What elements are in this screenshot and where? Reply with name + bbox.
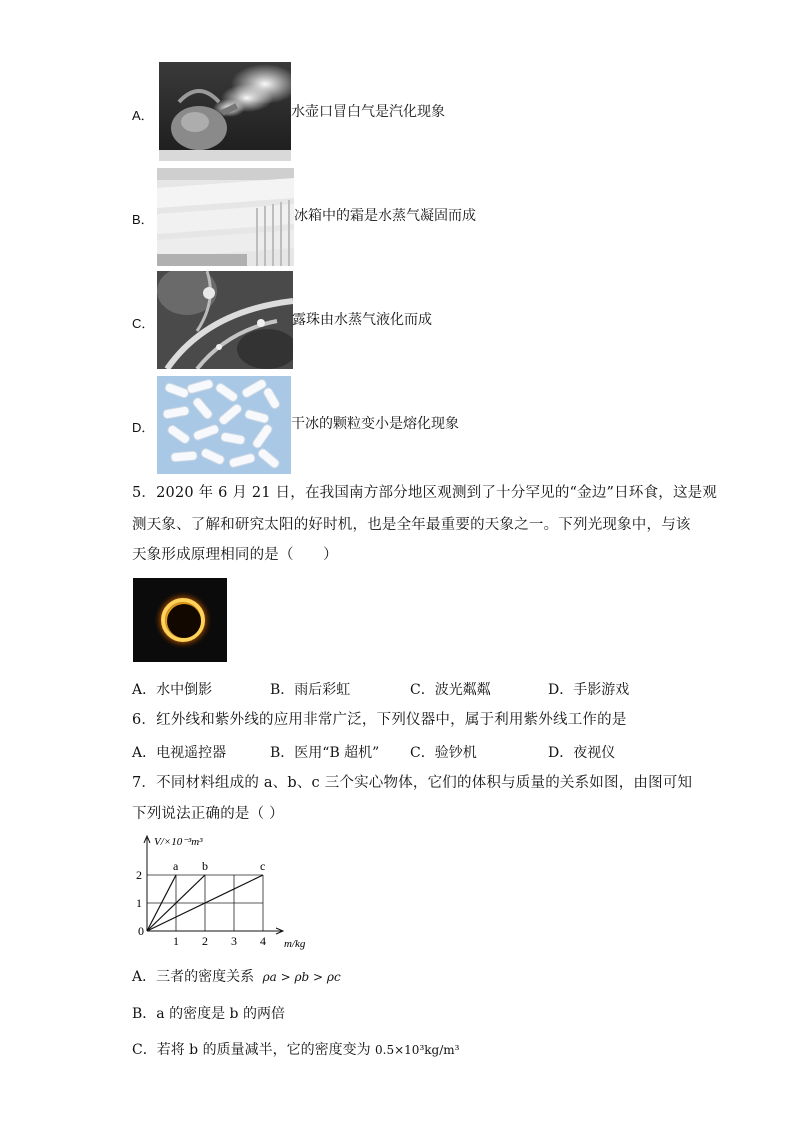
origin-label: 0 <box>138 924 144 938</box>
option-text: 露珠由水蒸气液化而成 <box>292 312 432 328</box>
option-label: B． <box>132 212 154 227</box>
dew-drops-photo <box>157 271 293 369</box>
q5-choice-b[interactable]: B．雨后彩虹 <box>270 682 351 698</box>
freezer-frost-photo <box>157 168 294 266</box>
x-tick-label: 2 <box>202 934 208 948</box>
series-label-a: a <box>173 859 179 873</box>
y-tick-label: 2 <box>136 868 142 882</box>
option-text: 水壶口冒白气是汽化现象 <box>291 104 445 120</box>
series-label-c: c <box>260 859 266 873</box>
q7-stem-line2: 下列说法正确的是（ ） <box>132 806 284 822</box>
q7-stem-line1: 7．不同材料组成的 a、b、c 三个实心物体，它们的体积与质量的关系如图，由图可知 <box>132 775 693 791</box>
q7-choice-c[interactable] <box>132 1039 459 1059</box>
q5-stem-line2: 测天象、了解和研究太阳的好时机，也是全年最重要的天象之一。下列光现象中，与该 <box>132 517 691 533</box>
y-axis-label: V/×10⁻³m³ <box>154 836 203 848</box>
series-label-b: b <box>202 859 208 873</box>
q5-stem-line3: 天象形成原理相同的是（ ） <box>132 547 338 563</box>
q5-stem-line1: 5．2020 年 6 月 21 日，在我国南方部分地区观测到了十分罕见的“金边”日环食，这是观 <box>132 485 718 501</box>
q7-choice-a-formula: ρa > ρb > ρc <box>262 970 341 984</box>
option-label: A． <box>132 108 154 123</box>
q5-choice-a[interactable]: A．水中倒影 <box>132 682 213 698</box>
x-axis-label: m/kg <box>284 938 306 950</box>
x-tick-label: 1 <box>173 934 179 948</box>
option-label: D． <box>132 420 155 435</box>
q5-choice-d[interactable]: D．手影游戏 <box>548 682 630 698</box>
q6-choice-d[interactable]: D．夜视仪 <box>548 745 616 761</box>
option-text: 干冰的颗粒变小是熔化现象 <box>291 416 459 432</box>
q7-choice-c-text: C．若将 b 的质量减半，它的密度变为 <box>132 1042 371 1058</box>
x-tick-label: 4 <box>260 934 266 948</box>
q7-choice-b[interactable]: B．a 的密度是 b 的两倍 <box>132 1006 285 1022</box>
q7-choice-a-text: A．三者的密度关系 <box>132 969 255 985</box>
x-tick-label: 3 <box>231 934 237 948</box>
annular-eclipse-photo <box>133 578 227 662</box>
volume-mass-graph <box>130 830 320 952</box>
option-text: 冰箱中的霜是水蒸气凝固而成 <box>294 208 476 224</box>
q5-choice-c[interactable]: C．波光粼粼 <box>410 682 491 698</box>
kettle-steam-photo <box>159 62 291 161</box>
q7-choice-c-formula: 0.5×10³kg/m³ <box>375 1043 460 1057</box>
q6-choice-a[interactable]: A．电视遥控器 <box>132 745 227 761</box>
q7-choice-a[interactable] <box>132 966 341 986</box>
q6-choice-c[interactable]: C．验钞机 <box>410 745 477 761</box>
q6-stem: 6．红外线和紫外线的应用非常广泛，下列仪器中，属于利用紫外线工作的是 <box>132 712 627 728</box>
dry-ice-photo <box>157 376 291 474</box>
option-label: C． <box>132 316 155 331</box>
y-tick-label: 1 <box>136 896 142 910</box>
q6-choice-b[interactable]: B．医用“B 超机” <box>270 745 380 761</box>
